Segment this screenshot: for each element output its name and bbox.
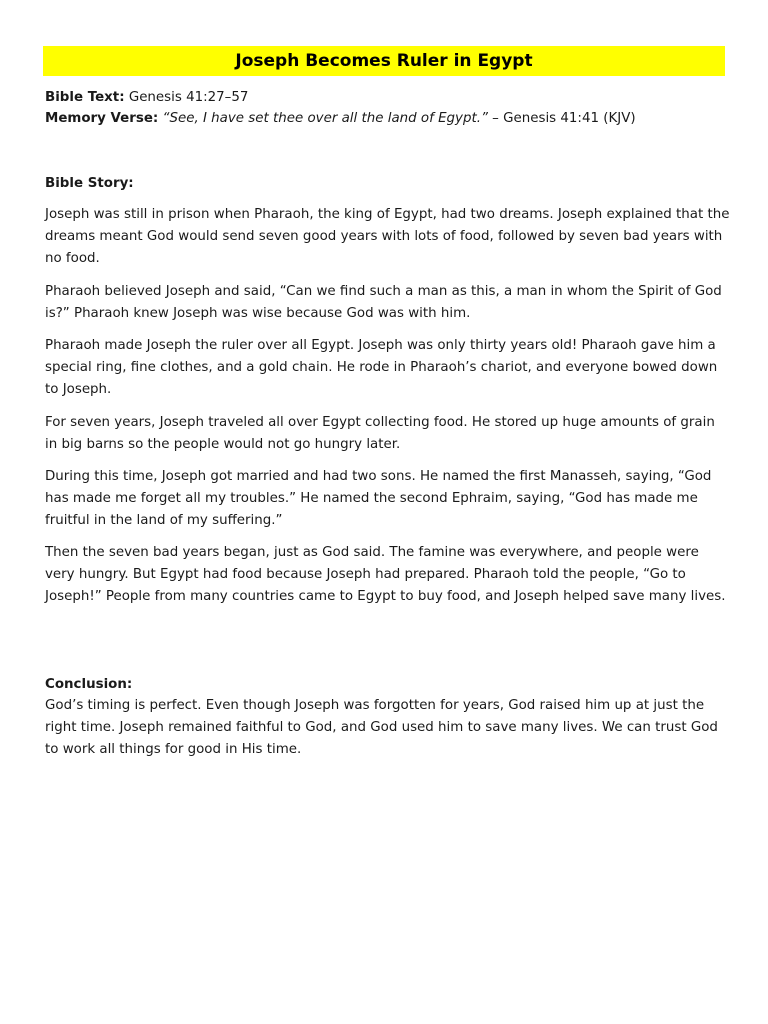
memory-verse-reference: – Genesis 41:41 (KJV) (492, 111, 636, 126)
story-paragraph: Pharaoh believed Joseph and said, “Can we find such a man as this, a man in whom the Spirit of God is?” Pharaoh knew Joseph was wise because God was with him. (45, 284, 722, 321)
bible-text-value: Genesis 41:27–57 (128, 90, 249, 105)
story-paragraph: For seven years, Joseph traveled all over Egypt collecting food. He stored up huge amounts of grain in big barns so the people would not go hungry later. (45, 415, 715, 452)
story-paragraph: Then the seven bad years began, just as God said. The famine was everywhere, and people were very hungry. But Egypt had food because Joseph had prepared. Pharaoh told the people, “Go to Joseph!” People from many countries came to Egypt to buy food, and Joseph helped save many lives. (45, 545, 726, 604)
story-paragraph: Pharaoh made Joseph the ruler over all Egypt. Joseph was only thirty years old! Pharaoh gave him a special ring, fine clothes, and a gold chain. He rode in Pharaoh’s chariot, and everyone bowed down to Joseph. (45, 338, 718, 397)
bible-text-label: Bible Text: (45, 90, 125, 105)
lesson-meta (45, 87, 735, 129)
memory-verse-label: Memory Verse: (45, 111, 159, 126)
page-title: Joseph Becomes Ruler in Egypt (235, 51, 533, 71)
conclusion-heading: Conclusion: (45, 677, 133, 692)
story-paragraph: Joseph was still in prison when Pharaoh, the king of Egypt, had two dreams. Joseph explained that the dreams meant God would send seven good years with lots of food, followed by seven bad years with no food. (45, 207, 730, 266)
bible-text-row (45, 87, 735, 108)
memory-verse-row (45, 108, 735, 129)
conclusion-text: God’s timing is perfect. Even though Joseph was forgotten for years, God raised him up at just the right time. Joseph remained faithful to God, and God used him to save many lives. We can trust God to work all things for good in His time. (45, 698, 718, 757)
memory-verse-quote: “See, I have set thee over all the land of Egypt.” (162, 111, 488, 126)
title-banner (43, 46, 725, 76)
story-paragraph: During this time, Joseph got married and had two sons. He named the first Manasseh, saying, “God has made me forget all my troubles.” He named the second Ephraim, saying, “God has made me fruitful in the land of my suffering.” (45, 469, 712, 528)
story-heading: Bible Story: (45, 176, 134, 191)
